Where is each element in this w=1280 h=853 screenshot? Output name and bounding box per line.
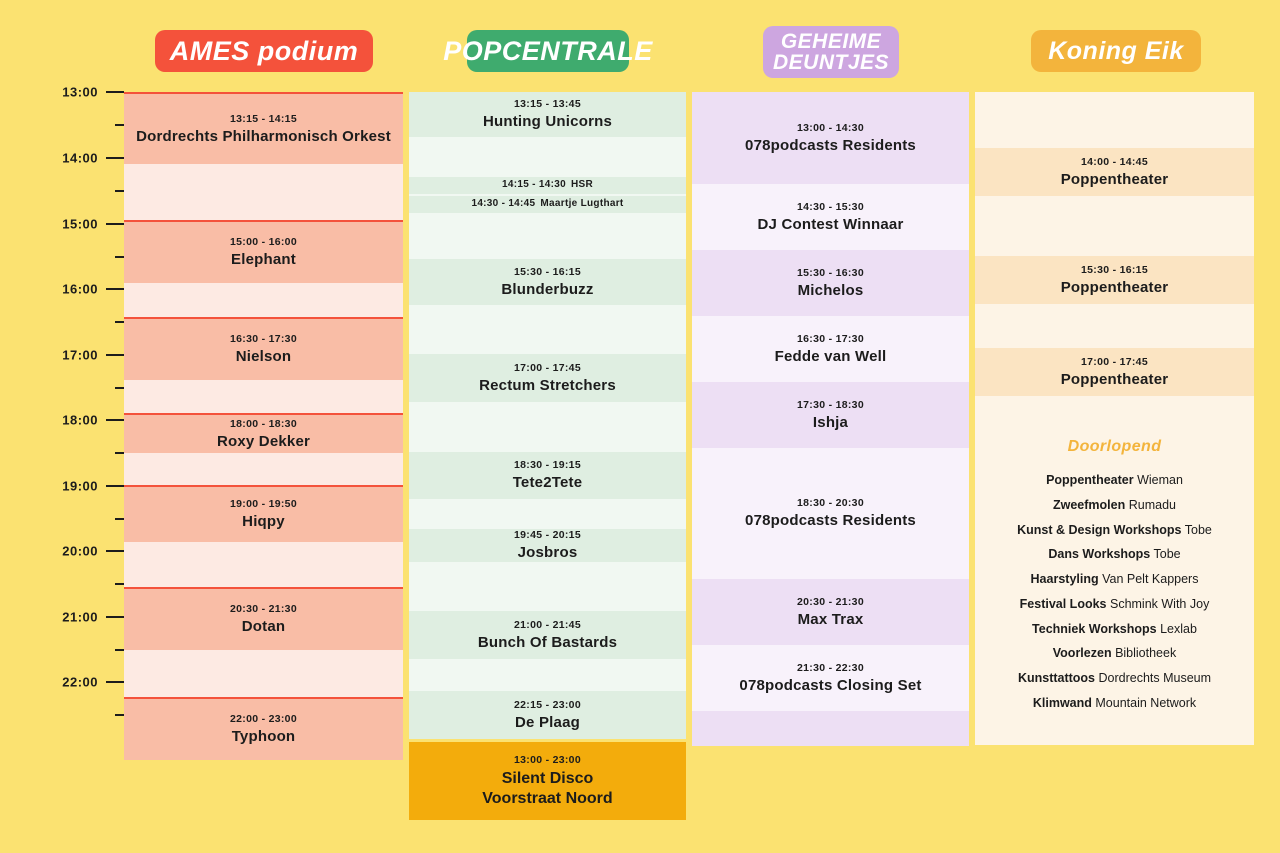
time-tick-minor bbox=[115, 256, 124, 258]
event-name: Poppentheater bbox=[1060, 278, 1169, 296]
stage-title-geheime-line1: GEHEIME bbox=[780, 30, 882, 53]
time-tick bbox=[106, 485, 124, 487]
empty-slot bbox=[409, 305, 686, 354]
empty-slot bbox=[124, 650, 403, 697]
time-tick-minor bbox=[115, 124, 124, 126]
time-label: 19:00 bbox=[62, 478, 98, 494]
time-tick bbox=[106, 91, 124, 93]
event-time: 17:00 - 17:45 bbox=[514, 361, 581, 374]
time-tick-minor bbox=[115, 190, 124, 192]
doorlopend-provider: Dordrechts Museum bbox=[1098, 671, 1212, 685]
event-slot[interactable] bbox=[409, 611, 686, 659]
list-item bbox=[975, 598, 1254, 612]
event-time: 16:30 - 17:30 bbox=[797, 332, 864, 345]
doorlopend-activity: Haarstyling bbox=[1030, 572, 1099, 586]
doorlopend-provider: Lexlab bbox=[1160, 621, 1197, 636]
stage-header-geheime-deuntjes bbox=[763, 26, 899, 78]
event-time: 18:30 - 19:15 bbox=[514, 459, 581, 472]
event-time: 15:30 - 16:15 bbox=[1081, 263, 1148, 276]
event-time: 15:00 - 16:00 bbox=[230, 236, 297, 249]
event-slot[interactable] bbox=[409, 691, 686, 739]
event-time: 14:15 - 14:30 bbox=[502, 179, 566, 190]
event-slot[interactable] bbox=[124, 587, 403, 650]
stage-title-ames: AMES podium bbox=[169, 35, 359, 66]
time-label: 15:00 bbox=[62, 216, 98, 232]
event-name: Bunch Of Bastards bbox=[477, 633, 618, 651]
event-slot[interactable] bbox=[409, 259, 686, 305]
event-slot[interactable] bbox=[124, 220, 403, 283]
empty-slot bbox=[124, 283, 403, 317]
event-name: 078podcasts Closing Set bbox=[739, 676, 922, 694]
event-time: 14:00 - 14:45 bbox=[1081, 155, 1148, 168]
event-slot[interactable] bbox=[409, 529, 686, 562]
event-slot[interactable] bbox=[692, 316, 969, 382]
event-time: 18:00 - 18:30 bbox=[230, 417, 297, 430]
time-tick-minor bbox=[115, 321, 124, 323]
column-geheime-deuntjes bbox=[692, 92, 969, 746]
event-time: 14:30 - 14:45 bbox=[471, 198, 536, 209]
stage-header-popcentrale bbox=[443, 30, 653, 72]
list-item bbox=[975, 573, 1254, 587]
list-item bbox=[975, 499, 1254, 513]
event-time: 21:00 - 21:45 bbox=[514, 618, 581, 631]
time-label: 14:00 bbox=[62, 150, 98, 166]
empty-slot bbox=[409, 213, 686, 259]
time-tick-minor bbox=[115, 387, 124, 389]
doorlopend-provider: Van Pelt Kappers bbox=[1102, 572, 1199, 586]
time-label: 18:00 bbox=[62, 412, 98, 428]
event-slot[interactable] bbox=[124, 94, 403, 164]
event-slot[interactable] bbox=[409, 92, 686, 137]
event-name: Hiqpy bbox=[242, 513, 285, 531]
time-label: 22:00 bbox=[62, 674, 98, 690]
doorlopend-activity: Voorlezen bbox=[1052, 646, 1112, 661]
event-time: 20:30 - 21:30 bbox=[797, 595, 864, 608]
empty-slot bbox=[124, 542, 403, 587]
doorlopend-activity: Kunst & Design Workshops bbox=[1017, 522, 1182, 537]
empty-slot bbox=[409, 499, 686, 529]
time-tick bbox=[106, 157, 124, 159]
empty-slot bbox=[975, 92, 1254, 148]
event-slot[interactable] bbox=[975, 348, 1254, 396]
event-name: Max Trax bbox=[797, 610, 864, 628]
time-tick-minor bbox=[115, 518, 124, 520]
event-time: 15:30 - 16:30 bbox=[797, 266, 864, 279]
doorlopend-activity: Zweefmolen bbox=[1053, 497, 1126, 512]
time-tick-minor bbox=[115, 583, 124, 585]
time-tick bbox=[106, 550, 124, 552]
time-axis bbox=[52, 80, 124, 745]
event-time: 13:00 - 14:30 bbox=[797, 121, 864, 134]
doorlopend-activity: Poppentheater bbox=[1046, 473, 1134, 487]
time-tick bbox=[106, 288, 124, 290]
doorlopend-title: Doorlopend bbox=[1067, 438, 1162, 455]
event-name: Dordrechts Philharmonisch Orkest bbox=[136, 127, 391, 145]
column-popcentrale bbox=[409, 92, 686, 739]
stage-title-geheime-line2: DEUNTJES bbox=[772, 51, 890, 74]
doorlopend-activity: Festival Looks bbox=[1019, 596, 1107, 611]
event-name: Typhoon bbox=[231, 728, 296, 746]
event-slot[interactable] bbox=[692, 92, 969, 184]
event-slot[interactable] bbox=[124, 413, 403, 453]
event-slot[interactable] bbox=[692, 448, 969, 579]
empty-slot bbox=[124, 380, 403, 413]
doorlopend-provider: Rumadu bbox=[1128, 497, 1176, 512]
doorlopend-provider: Wieman bbox=[1137, 473, 1183, 487]
list-item bbox=[975, 474, 1254, 488]
time-label: 21:00 bbox=[62, 609, 98, 625]
stage-header-koning-eik bbox=[1031, 30, 1201, 72]
stage-title-koning-eik: Koning Eik bbox=[1048, 36, 1184, 65]
event-name: Tete2Tete bbox=[512, 474, 583, 492]
doorlopend-activity: Dans Workshops bbox=[1048, 547, 1151, 562]
event-slot[interactable] bbox=[124, 697, 403, 760]
time-tick bbox=[106, 681, 124, 683]
column-koning-eik bbox=[975, 92, 1254, 396]
event-slot[interactable] bbox=[124, 317, 403, 380]
event-name: Nielson bbox=[235, 348, 292, 366]
event-time: 13:15 - 14:15 bbox=[230, 112, 297, 125]
time-label: 20:00 bbox=[62, 543, 98, 559]
event-slot[interactable] bbox=[692, 382, 969, 448]
event-name: Josbros bbox=[517, 544, 578, 562]
empty-slot bbox=[409, 402, 686, 452]
empty-slot bbox=[692, 711, 969, 746]
event-time: 19:00 - 19:50 bbox=[230, 498, 297, 511]
stage-header-ames bbox=[155, 30, 373, 72]
empty-slot bbox=[409, 659, 686, 691]
event-name: Rectum Stretchers bbox=[479, 376, 616, 394]
list-item bbox=[975, 623, 1254, 637]
doorlopend-provider: Schmink With Joy bbox=[1109, 596, 1210, 611]
event-slot[interactable] bbox=[124, 485, 403, 542]
event-slot[interactable] bbox=[692, 250, 969, 316]
event-slot[interactable] bbox=[692, 184, 969, 250]
stage-title-popcentrale: POPCENTRALE bbox=[443, 35, 653, 66]
empty-slot bbox=[975, 196, 1254, 256]
event-name: De Plaag bbox=[515, 713, 580, 731]
event-name: Blunderbuzz bbox=[501, 280, 594, 298]
time-label: 13:00 bbox=[62, 84, 98, 100]
event-name: Roxy Dekker bbox=[216, 432, 311, 450]
event-time: 16:30 - 17:30 bbox=[230, 333, 297, 346]
empty-slot bbox=[124, 453, 403, 485]
event-time: 14:30 - 15:30 bbox=[797, 200, 864, 213]
event-name: Michelos bbox=[797, 281, 864, 299]
event-name: Hunting Unicorns bbox=[482, 113, 613, 131]
doorlopend-activity: Techniek Workshops bbox=[1032, 621, 1157, 636]
doorlopend-provider: Bibliotheek bbox=[1115, 646, 1177, 661]
event-slot[interactable] bbox=[692, 645, 969, 711]
event-name: 078podcasts Residents bbox=[745, 512, 916, 530]
event-name: Poppentheater bbox=[1060, 370, 1169, 388]
time-label: 16:00 bbox=[62, 281, 98, 297]
event-slot[interactable] bbox=[409, 452, 686, 499]
event-time: 15:30 - 16:15 bbox=[514, 265, 581, 278]
event-time: 17:00 - 17:45 bbox=[1081, 355, 1148, 368]
time-tick-minor bbox=[115, 649, 124, 651]
event-name: Elephant bbox=[231, 251, 296, 269]
doorlopend-activity: Klimwand bbox=[1032, 695, 1092, 710]
event-time: 20:30 - 21:30 bbox=[230, 603, 297, 616]
column-ames bbox=[124, 92, 403, 760]
doorlopend-activity: Kunsttattoos bbox=[1017, 671, 1096, 685]
silent-disco-time: 13:00 - 23:00 bbox=[514, 754, 581, 767]
event-time: 13:15 - 13:45 bbox=[514, 98, 581, 111]
doorlopend-provider: Mountain Network bbox=[1095, 695, 1197, 710]
silent-disco-location: Voorstraat Noord bbox=[482, 789, 613, 807]
empty-slot bbox=[124, 164, 403, 220]
doorlopend-provider: Tobe bbox=[1153, 547, 1181, 562]
event-time: 18:30 - 20:30 bbox=[797, 497, 864, 510]
silent-disco-title: Silent Disco bbox=[501, 770, 594, 788]
time-label: 17:00 bbox=[62, 347, 98, 363]
empty-slot bbox=[975, 304, 1254, 348]
time-tick bbox=[106, 223, 124, 225]
list-item bbox=[975, 672, 1254, 686]
silent-disco-block[interactable] bbox=[409, 742, 686, 820]
event-name: DJ Contest Winnaar bbox=[757, 215, 904, 233]
event-name: Ishja bbox=[812, 413, 849, 431]
event-slot[interactable] bbox=[409, 177, 686, 194]
time-tick-minor bbox=[115, 714, 124, 716]
event-time: 22:00 - 23:00 bbox=[230, 713, 297, 726]
empty-slot bbox=[409, 137, 686, 177]
event-slot[interactable] bbox=[692, 579, 969, 645]
list-item bbox=[975, 647, 1254, 661]
event-name: Poppentheater bbox=[1060, 170, 1169, 188]
time-tick bbox=[106, 616, 124, 618]
event-name: Dotan bbox=[241, 618, 286, 636]
event-name: HSR bbox=[570, 179, 593, 190]
list-item bbox=[975, 548, 1254, 562]
event-time: 19:45 - 20:15 bbox=[514, 529, 581, 542]
event-name: Fedde van Well bbox=[774, 347, 887, 365]
list-item bbox=[975, 697, 1254, 711]
event-time: 21:30 - 22:30 bbox=[797, 661, 864, 674]
time-tick-minor bbox=[115, 452, 124, 454]
time-tick bbox=[106, 419, 124, 421]
event-name: Maartje Lugthart bbox=[540, 198, 624, 209]
time-tick bbox=[106, 354, 124, 356]
event-time: 17:30 - 18:30 bbox=[797, 398, 864, 411]
event-slot[interactable] bbox=[409, 354, 686, 402]
event-name: 078podcasts Residents bbox=[745, 136, 916, 154]
doorlopend-panel bbox=[975, 396, 1254, 745]
doorlopend-provider: Tobe bbox=[1184, 522, 1212, 537]
empty-slot bbox=[409, 562, 686, 611]
list-item bbox=[975, 524, 1254, 538]
event-time: 22:15 - 23:00 bbox=[514, 698, 581, 711]
event-slot[interactable] bbox=[975, 256, 1254, 304]
event-slot[interactable] bbox=[409, 196, 686, 213]
event-slot[interactable] bbox=[975, 148, 1254, 196]
